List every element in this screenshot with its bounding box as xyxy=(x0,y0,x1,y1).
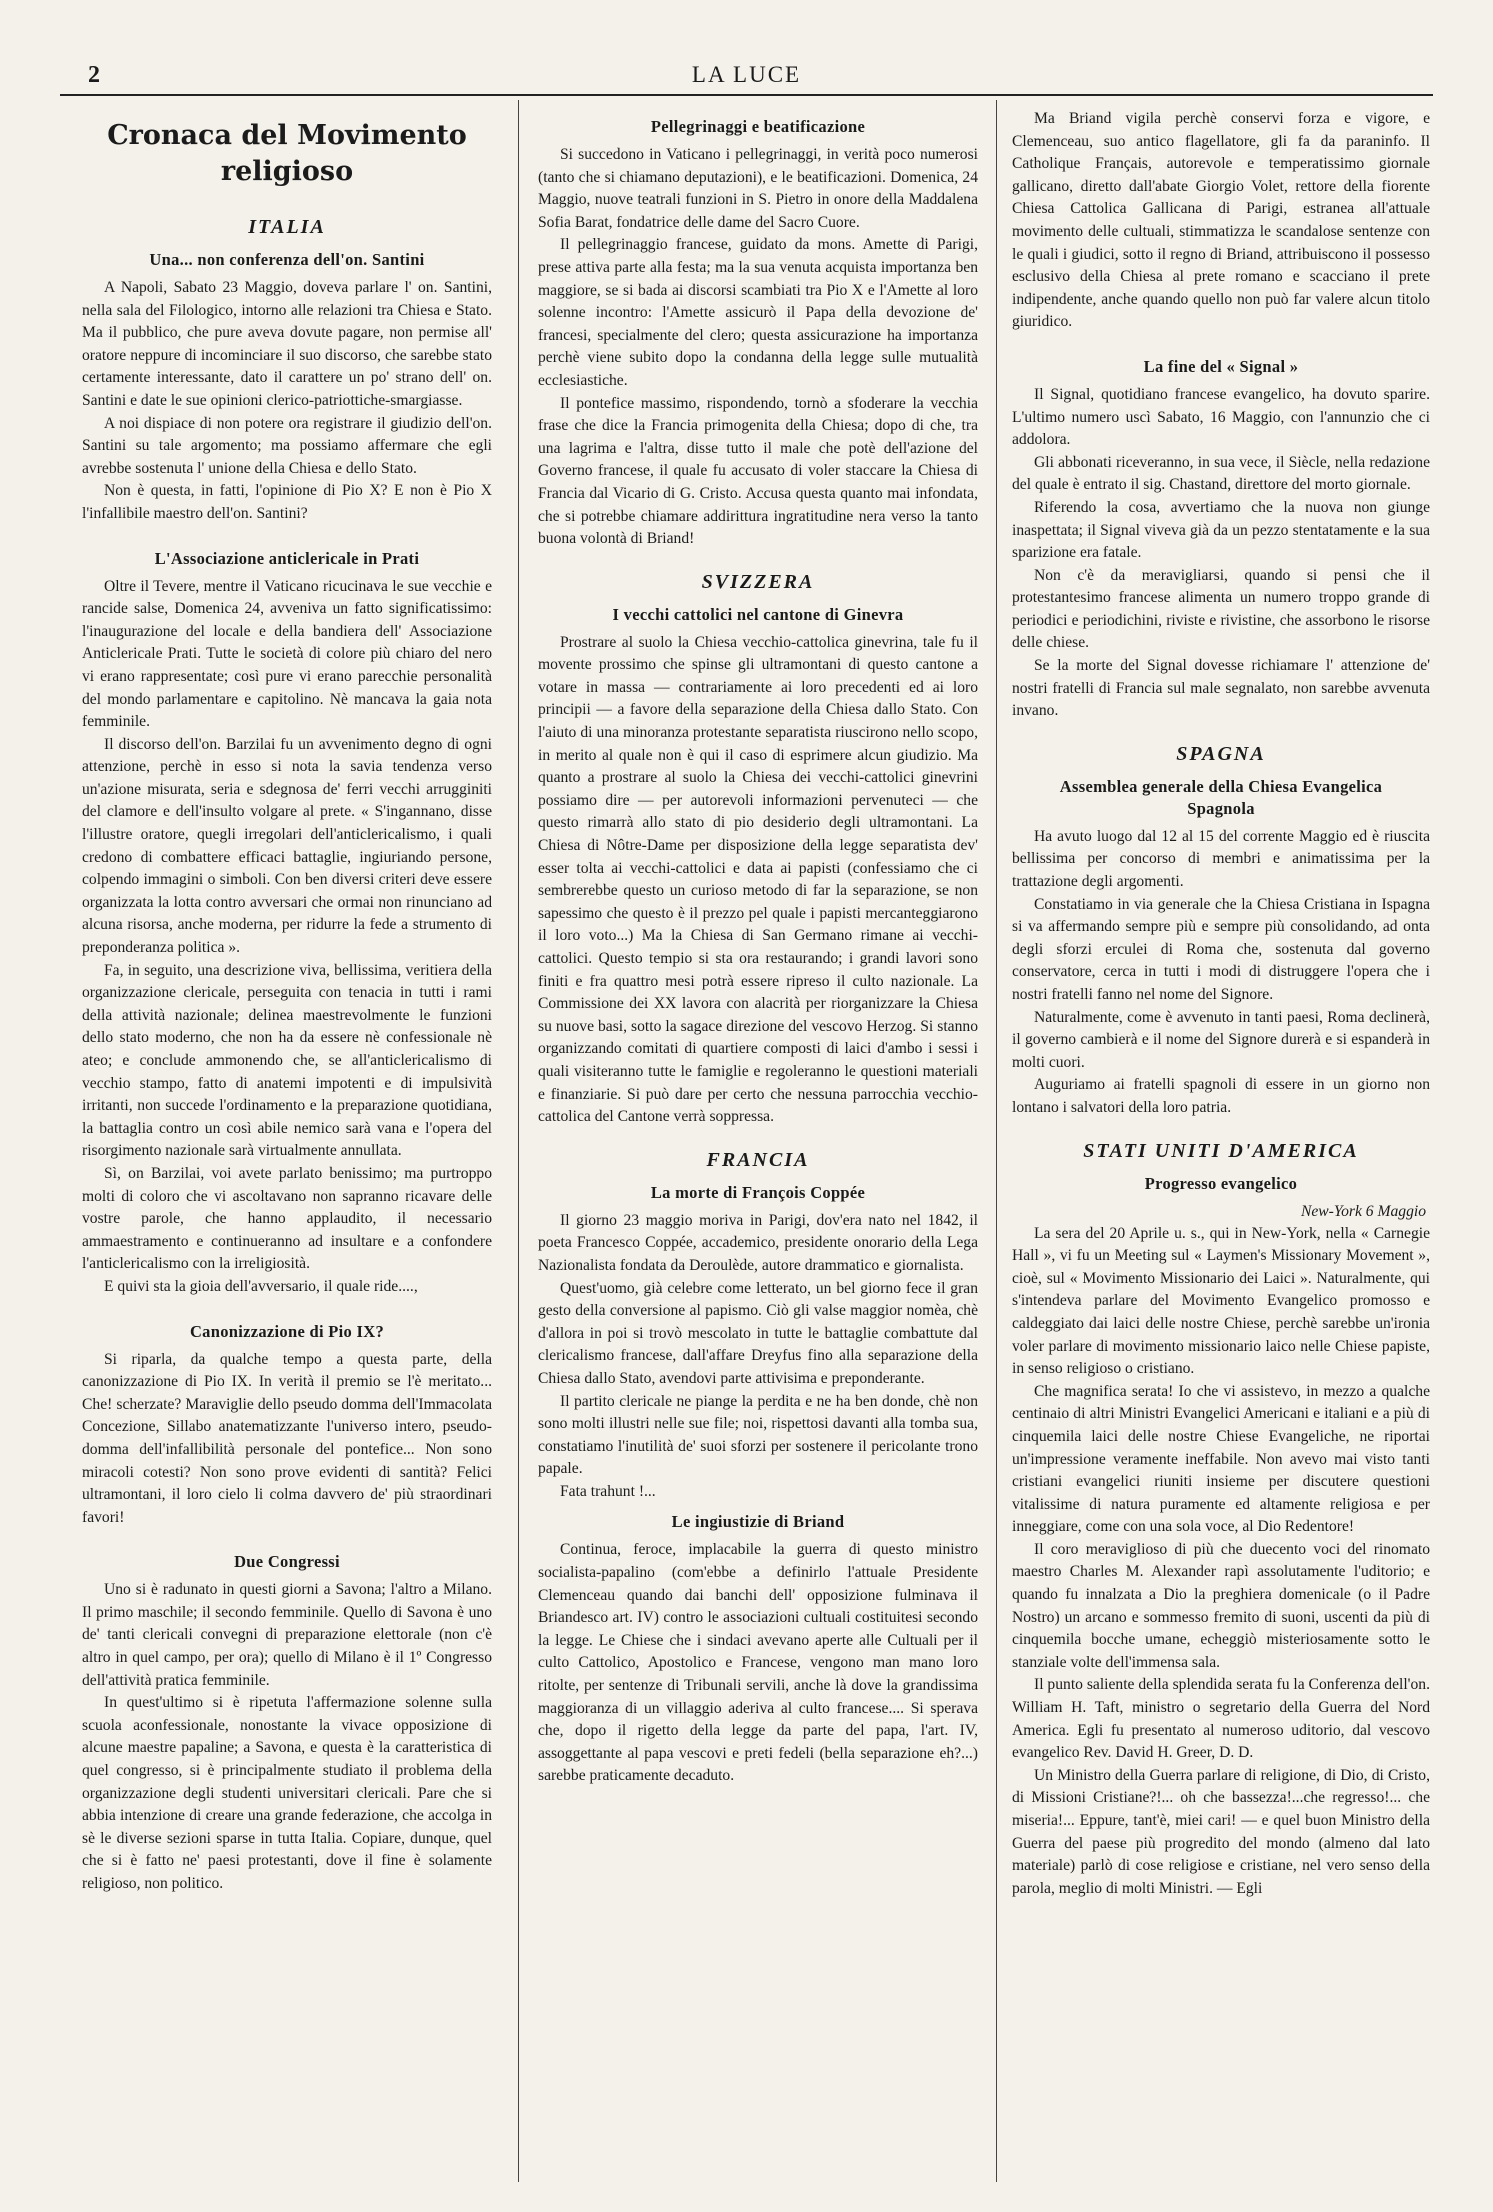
paragraph: Quest'uomo, già celebre come letterato, un bel giorno fece il gran gesto della conversione al papismo. Ciò gli valse maggior nomèa, chè d'allora in poi si trovò mescolato in tutte le battaglie combattute dal clericalismo francese, dall'affare Dreyfus fino alla separazione della Chiesa dallo Stato, avendovi parte attivisima e preponderante. xyxy=(538,1279,978,1387)
paragraph: Un Ministro della Guerra parlare di religione, di Dio, di Cristo, di Missioni Cristiane?!... oh che bassezza!...che regresso!... che miseria!... Eppure, tant'è, miei cari! — e quel buon Ministro della Guerra del paese più progredito del mondo (almeno dal lato materiale) parlò di cose religiose e cristiane, nel vero senso della parola, meglio di molti Ministri. — Egli xyxy=(1012,1766,1430,1897)
paragraph: E quivi sta la gioia dell'avversario, il quale ride...., xyxy=(104,1277,418,1295)
paragraph: Il pellegrinaggio francese, guidato da mons. Amette di Parigi, prese attiva parte alla festa; ma la sua venuta acquista importanza ben maggiore, se si bada ai discorsi scambiati tra Pio X e l'Amette al loro solenne incontro: l'Amette assicurò il Papa della devozione de' francesi, specialmente del clero; questa assicurazione ha importanza perchè viene subito dopo la condanna della legge sulle mutualità ecclesiastiche. xyxy=(538,236,978,389)
paragraph: Il giorno 23 maggio moriva in Parigi, dov'era nato nel 1842, il poeta Francesco Coppée, accademico, presidente onorario della Lega Nazionalista fondata da Deroulède, autore drammatico e giornalista. xyxy=(538,1211,978,1274)
paragraph: In quest'ultimo si è ripetuta l'affermazione solenne sulla scuola aconfessionale, nonostante la vivace opposizione di alcune maestre papaline; a Savona, e questa è la caratteristica di quel congresso, si è principalmente studiato il problema della organizzazione degli studenti universitari clericali. Pare che si abbia intenzione di creare una grande federazione, che accolga in sè le diverse sezioni sparse in tutta Italia. Copiare, dunque, quel che si è fatto ne' paesi protestanti, dove il fine è solamente religioso, non politico. xyxy=(82,1694,492,1892)
paragraph: Il partito clericale ne piange la perdita e ne ha ben donde, chè non sono molti illustri nelle sue file; noi, rispettosi davanti alla tomba sua, constatiamo l'inutilità de' suoi sforzi per sostenere il pericolante trono papale. xyxy=(538,1392,978,1478)
paragraph: Fata trahunt !... xyxy=(560,1482,656,1500)
paragraph: Auguriamo ai fratelli spagnoli di essere in un giorno non lontano i salvatori della loro patria. xyxy=(1012,1076,1430,1116)
paragraph: Continua, feroce, implacabile la guerra di questo ministro socialista-papalino (com'ebbe a definirlo l'attuale Presidente Clemenceau quando dai banchi dell' opposizione fulminava il Briandesco art. IV) contro le associazioni cultuali costituitesi secondo la legge. Le Chiese che i sindaci avevano aperte alle Cultuali per il culto Cattolico, Apostolico e Francese, vengono man mano loro ritolte, per sentenze di Tribunali servili, anche là dove la grandissima maggioranza di un villaggio aderiva al culto francese.... Si sperava che, dopo il rigetto della legge da parte del papa, l'art. IV, assoggettante al papa vescovi e preti fedeli (bella separazione eh?...) sarebbe praticamente decaduto. xyxy=(538,1541,978,1785)
paragraph: Naturalmente, come è avvenuto in tanti paesi, Roma declinerà, il governo cambierà e il nome del Signore durerà e si espanderà in molti cuori. xyxy=(1012,1008,1430,1071)
paragraph: Ma Briand vigila perchè conservi forza e vigore, e Clemenceau, suo antico flagellatore, gli fa da paraninfo. Il Catholique Français, autorevole e temperatissimo giornale gallicano, diretto dall'abate Giorgio Volet, rettore della fiorente Chiesa Cattolica Gallicana di Parigi, estranea all'attuale movimento delle cultuali, stimmatizza le scandalose sentenze con le quali i giudici, sotto il regno di Briand, attribuiscono il possesso esclusivo della Chiesa al prete romano e scacciano il prete indipendente, anche quando quello non può far valere alcun titolo giuridico. xyxy=(1012,110,1430,331)
column-1 xyxy=(82,108,492,2182)
article-heading: Canonizzazione di Pio IX? xyxy=(189,1321,385,1341)
paragraph: A noi dispiace di non potere ora registrare il giudizio dell'on. Santini su tale argomento; ma possiamo affermare che egli avrebbe sostenuta l' unione della Chiesa e dello Stato. xyxy=(82,414,492,477)
article-heading: La morte di François Coppée xyxy=(650,1182,866,1202)
paragraph: Che magnifica serata! Io che vi assistevo, in mezzo a qualche centinaio di altri Ministri Evangelici Americani e italiani e a più di cinquemila laici delle nostre Chiese Evangeliche, ne riportai un'impressione veramente ineffabile. Non avevo mai visto tanti cristiani evangelici riuniti insieme per discutere questioni vitalissime di natura puramente ed altamente religiosa e per inneggiare, come con una sola voce, al Dio Redentore! xyxy=(1012,1382,1430,1536)
article-heading: Le ingiustizie di Briand xyxy=(671,1512,845,1532)
paragraph: Sì, on Barzilai, voi avete parlato benissimo; ma purtroppo molti di coloro che vi ascoltavano non sapranno ricavare delle vostre parole, che hanno applaudito, il necessario ammaestramento e continueranno ad insultare e a confondere l'anticlericalismo con la irreligiosità. xyxy=(82,1164,492,1273)
country-heading: FRANCIA xyxy=(706,1148,810,1171)
page-number: 2 xyxy=(88,62,100,88)
country-heading: STATI UNITI D'AMERICA xyxy=(1083,1139,1359,1162)
column-3 xyxy=(1012,108,1430,2182)
paragraph: Si riparla, da qualche tempo a questa parte, della canonizzazione di Pio IX. In verità il premio se l'è meritato... Che! scherzate? Maraviglie dello pseudo domma dell'Immacolata Concezione, Sillabo anatematizzante l'universo intero, pseudo-domma dell'infallibilità personale del pontefice... Non sono miracoli cotesti? Non sono prove evidenti di santità? Felici ultramontani, il loro cielo li colma davvero de' più straordinari favori! xyxy=(82,1350,492,1526)
article-heading: I vecchi cattolici nel cantone di Ginevra xyxy=(612,604,904,624)
paragraph: Constatiamo in via generale che la Chiesa Cristiana in Ispagna si va affermando sempre più e sempre più consolidando, ad onta degli sforzi erculei di Roma che, sostenuta dal governo conservatore, cerca in tutti i modi di distruggere l'opera che i nostri fratelli fanno nel nome del Signore. xyxy=(1012,895,1430,1003)
paragraph: Uno si è radunato in questi giorni a Savona; l'altro a Milano. Il primo maschile; il secondo femminile. Quello di Savona è uno de' tanti clericali convegni di preparazione elettorale (non c'è altro in quel campo, per ora); quello di Milano è il 1º Congresso dell'attività pratica femminile. xyxy=(82,1581,492,1689)
country-heading: ITALIA xyxy=(248,216,326,238)
masthead: LA LUCE xyxy=(691,62,802,87)
article-heading-line: Spagnola xyxy=(1187,798,1255,818)
article-heading: L'Associazione anticlericale in Prati xyxy=(154,548,420,568)
paragraph: Oltre il Tevere, mentre il Vaticano ricucinava le sue vecchie e rancide salse, Domenica 24, avveniva un fatto significatissimo: l'inaugurazione del locale e della bandiera dell' Associazione Anticlericale Prati. Tutte le società di colore più chiaro del nero vi erano rappresentate; così pure vi erano parecchie personalità del mondo parlamentare e capitolino. Nè mancava la gaia nota femminile. xyxy=(82,577,492,731)
paragraph: Riferendo la cosa, avvertiamo che la nuova non giunge inaspettata; il Signal viveva già da un pezzo stentatamente e la sua sparizione era fatale. xyxy=(1012,498,1430,562)
column-2 xyxy=(538,108,978,2182)
country-heading: SVIZZERA xyxy=(701,570,815,593)
article-heading-line: Assemblea generale della Chiesa Evangelica xyxy=(1059,776,1383,796)
page-header xyxy=(60,58,1433,96)
paragraph: Non è questa, in fatti, l'opinione di Pio X? E non è Pio X l'infallibile maestro dell'on. Santini? xyxy=(82,482,492,522)
paragraph: Fa, in seguito, una descrizione viva, bellissima, veritiera della organizzazione clericale, perseguita con tenacia in tutti i rami della attività nazionale; delinea maestrevolmente le funzioni dello stato moderno, che non ha da essere nè confessionale nè ateo; e conclude ammonendo che, se all'anticlericalismo di vecchio stampo, fatto di anatemi impotenti e di impulsività irritanti, non succede l'ordinamento e la preparazione quotidiana, la battaglia contro un così abile nemico sarà vana e l'opera del risorgimento nazionale sarà virtualmente annullata. xyxy=(82,961,492,1160)
paragraph: Non c'è da meravigliarsi, quando si pensi che il protestantesimo francese alimenta un numero troppo grande di periodici e periodichini, riviste e rivistine, che assorbono le risorse delle chiese. xyxy=(1012,566,1430,652)
paragraph: Ha avuto luogo dal 12 al 15 del corrente Maggio ed è riuscita bellissima per concorso di membri e animatissima per la trattazione degli argomenti. xyxy=(1012,827,1430,891)
article-heading: Progresso evangelico xyxy=(1144,1173,1298,1193)
article-heading: Una... non conferenza dell'on. Santini xyxy=(149,250,425,269)
paragraph: Si succedono in Vaticano i pellegrinaggi, in verità poco numerosi (tanto che si chiamano deputazioni), e le beatificazioni. Domenica, 24 Maggio, nuove teatrali funzioni in S. Pietro in onore della Maddalena Sofia Barat, fondatrice delle dame del Sacro Cuore. xyxy=(538,146,978,231)
country-heading: SPAGNA xyxy=(1176,742,1266,765)
paragraph: A Napoli, Sabato 23 Maggio, doveva parlare l' on. Santini, nella sala del Filologico, intorno alle relazioni tra Chiesa e Stato. Ma il pubblico, che pure aveva dovute pagare, non permise all' oratore neppure di incominciare il suo discorso, che sarebbe stato certamente interessante, dato il carattere un po' strano dell' on. Santini e date le sue opinioni clerico-patriottiche-smargiasse. xyxy=(82,279,492,409)
article-heading xyxy=(1012,776,1430,820)
article-heading: Due Congressi xyxy=(234,1552,340,1572)
paragraph: Il coro meraviglioso di più che duecento voci del rinomato maestro Charles M. Alexander rapì assolutamente l'uditorio; e quando fu innalzata a Dio la preghiera domenicale (o il Padre Nostro) un arcano e sommesso fremito di suoni, uscenti da più di cinquemila bocche umane, echeggiò misteriosamente sotto le stanziale volte dell'immensa sala. xyxy=(1012,1540,1430,1671)
paragraph: Il discorso dell'on. Barzilai fu un avvenimento degno di ogni attenzione, perchè in esso si nota la savia tendenza verso un'azione misurata, seria e sdegnosa de' ferri vecchi arrugginiti del clamore e dell'insulto volgare al prete. « S'ingannano, disse l'illustre oratore, quegli irregolari dell'anticlericalismo, i quali credono di combattere efficaci battaglie, ingiuriando persone, colpendo immagini o simboli. Con ben diversi criteri deve essere organizzata la lotta contro avversari che ormai non rinunciano ad alcuna risorsa, anche moderna, per ridurre la fede a strumento di preponderanza politica ». xyxy=(82,735,492,957)
paragraph: Il pontefice massimo, rispondendo, tornò a sfoderare la vecchia frase che dice la Francia primogenita della Chiesa; dopo di che, tra una lagrima e l'altra, disse tutto il male che potè dell'azione del Governo francese, il quale fu accusato di voler staccare la Chiesa di Francia dal Vicario di G. Cristo. Accusa questa quanto mai infondata, che si potrebbe chiamare addirittura ingratitudine nera verso la tanto buona volontà di Briand! xyxy=(538,394,978,548)
article-heading: La fine del « Signal » xyxy=(1143,356,1299,376)
paragraph: Prostrare al suolo la Chiesa vecchio-cattolica ginevrina, tale fu il movente prossimo che spinse gli ultramontani di questo cantone a votare in massa — contrariamente ai loro precedenti ed ai loro principii — a favore della separazione della Chiesa dallo Stato. Con l'aiuto di una minoranza protestante separatista riuscirono nello scopo, in merito al quale non è qui il caso di esprimere alcun giudizio. Ma quanto a prostrare al suolo la Chiesa dei vecchi-cattolici ginevrini possiamo dire — per autorevoli informazioni pervenuteci — che questo rimarrà allo stato di pio desiderio degli ultramontani. La Chiesa di Nôtre-Dame per disposizione della legge separatista dev' esser tolta ai vecchi-cattolici e data ai papisti (confessiamo che ci sembrerebbe questo un curioso metodo di far la separazione, se non sapessimo che questo è il prezzo pel quale i papisti mercanteggiarono il loro voto...) Ma la Chiesa di San Germano rimane ai vecchi-cattolici. Questo tempio si sta ora restaurando; i grandi lavori sono finiti e fra quattro mesi potrà essere ripreso il culto nazionale. La Commissione dei XX lavora con alacrità per riorganizzare la Chiesa su nuove basi, sotto la sagace direzione del vescovo Herzog. Si stanno organizzando comitati di quartiere composti di laici d'ambo i sessi i quali visiteranno tutte le famiglie e regoleranno le questioni materiali e finanziarie. Si può dare per certo che nessuna parrocchia vecchio-cattolica del Cantone verrà soppressa. xyxy=(538,633,978,1126)
paragraph: Se la morte del Signal dovesse richiamare l' attenzione de' nostri fratelli di Francia sul male segnalato, non sarebbe avvenuta invano. xyxy=(1012,657,1430,720)
article-heading: Pellegrinaggi e beatificazione xyxy=(650,117,866,136)
column-divider xyxy=(518,100,519,2182)
paragraph: La sera del 20 Aprile u. s., qui in New-York, nella « Carnegie Hall », vi fu un Meeting sul « Laymen's Missionary Movement », cioè, sul « Movimento Missionario dei Laici ». Naturalmente, qui s'intendeva parlare del Movimento Evangelico promosso e caldeggiato dai laici delle nostre Chiese, perchè sarebbe un'ironia voler parlare di movimento missionario laico nelle Chiese papiste, in senso religioso o cristiano. xyxy=(1012,1224,1430,1378)
section-title: Cronaca del Movimento religioso xyxy=(107,120,467,187)
column-divider xyxy=(996,100,997,2182)
paragraph: Il punto saliente della splendida serata fu la Conferenza dell'on. William H. Taft, ministro o segretario della Guerra del Nord America. Egli fu presentato al numeroso uditorio, dal vescovo evangelico Rev. David H. Greer, D. D. xyxy=(1012,1676,1430,1762)
paragraph: Gli abbonati riceveranno, in sua vece, il Siècle, nella redazione del quale è entrato il sig. Chastand, direttore del morto giornale. xyxy=(1012,453,1430,494)
dateline: New-York 6 Maggio xyxy=(1300,1202,1426,1220)
paragraph: Il Signal, quotidiano francese evangelico, ha dovuto sparire. L'ultimo numero uscì Sabato, 16 Maggio, con l'annunzio che ci addolora. xyxy=(1012,385,1430,449)
